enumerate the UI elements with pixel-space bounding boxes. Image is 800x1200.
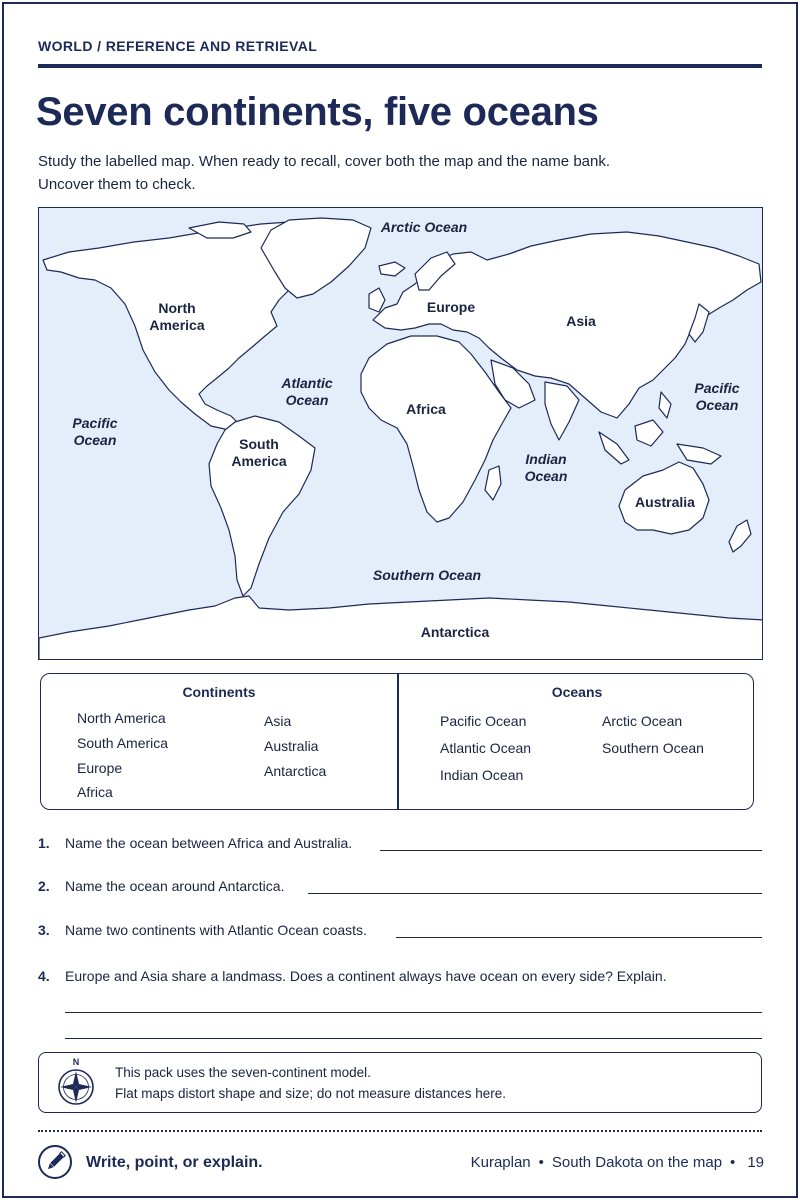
- page-title: Seven continents, five oceans: [36, 90, 599, 134]
- question-4: [38, 968, 667, 984]
- map-label-pacific-ocean-west: Pacific Ocean: [72, 415, 118, 448]
- sumatra-shape: [599, 432, 629, 464]
- answer-line-3[interactable]: [396, 937, 762, 938]
- map-label-africa: Africa: [406, 401, 446, 417]
- header-rule: [38, 64, 762, 68]
- answer-line-4b[interactable]: [65, 1038, 762, 1039]
- pencil-icon: [38, 1145, 72, 1179]
- map-label-north-america: North America: [149, 300, 205, 333]
- continents-heading: Continents: [182, 684, 256, 700]
- continent-item: Australia: [264, 738, 319, 754]
- question-text: Name the ocean around Antarctica.: [65, 878, 285, 894]
- footer-brand: Kuraplan: [470, 1154, 531, 1171]
- india-shape: [545, 382, 579, 440]
- iceland-shape: [379, 262, 405, 276]
- question-number: 2.: [38, 878, 50, 894]
- compass-icon: [53, 1055, 99, 1111]
- answer-line-1[interactable]: [380, 850, 762, 851]
- world-map-graphic: [39, 208, 763, 660]
- continent-item: South America: [77, 735, 169, 751]
- compass-north-letter: N: [72, 1057, 80, 1067]
- note-text: [115, 1062, 506, 1104]
- madagascar-shape: [485, 466, 501, 500]
- note-line-1: This pack uses the seven-continent model.: [115, 1065, 371, 1080]
- map-label-europe: Europe: [426, 299, 476, 315]
- footer-bullet: •: [730, 1154, 736, 1171]
- philippines-shape: [659, 392, 671, 418]
- continent-item: Asia: [264, 713, 292, 729]
- antarctica-shape: [39, 596, 763, 660]
- question-3: [38, 922, 367, 938]
- new-guinea-shape: [677, 444, 721, 464]
- question-text: Name the ocean between Africa and Australia.: [65, 835, 353, 851]
- question-number: 4.: [38, 968, 50, 984]
- note-box: [38, 1052, 762, 1113]
- answer-line-4a[interactable]: [65, 1012, 762, 1013]
- ocean-item: Atlantic Ocean: [440, 740, 532, 756]
- map-label-indian-ocean: Indian Ocean: [524, 451, 568, 484]
- intro-line-2: Uncover them to check.: [38, 176, 196, 193]
- name-bank: [40, 673, 754, 810]
- continent-item: North America: [77, 710, 166, 726]
- continent-item: Europe: [77, 760, 123, 776]
- continent-item: Africa: [77, 784, 113, 800]
- ocean-item: Indian Ocean: [440, 767, 524, 783]
- ocean-item: Pacific Ocean: [440, 713, 527, 729]
- map-label-arctic-ocean: Arctic Ocean: [380, 219, 468, 235]
- question-2: [38, 878, 284, 894]
- question-number: 1.: [38, 835, 50, 851]
- question-1: [38, 835, 352, 851]
- answer-line-2[interactable]: [308, 893, 762, 894]
- world-map: [38, 207, 763, 660]
- map-label-australia: Australia: [635, 494, 695, 510]
- map-label-pacific-ocean-east: Pacific Ocean: [694, 380, 740, 413]
- map-label-antarctica: Antarctica: [420, 624, 490, 640]
- ocean-item: Arctic Ocean: [602, 713, 683, 729]
- intro-text: [38, 150, 738, 196]
- ocean-item: Southern Ocean: [602, 740, 704, 756]
- map-label-southern-ocean: Southern Ocean: [372, 567, 482, 583]
- page-number: 19: [747, 1154, 764, 1171]
- new-zealand-shape: [729, 520, 751, 552]
- map-label-south-america: South America: [231, 436, 287, 469]
- footer-series: South Dakota on the map: [551, 1154, 723, 1171]
- map-label-atlantic-ocean: Atlantic Ocean: [281, 375, 333, 408]
- footer-info: [471, 1154, 764, 1171]
- question-number: 3.: [38, 922, 50, 938]
- footer-bullet: •: [538, 1154, 544, 1171]
- question-text: Europe and Asia share a landmass. Does a continent always have ocean on every side? Explain.: [65, 968, 667, 984]
- borneo-shape: [635, 420, 663, 446]
- continent-item: Antarctica: [264, 763, 327, 779]
- question-text: Name two continents with Atlantic Ocean coasts.: [65, 922, 367, 938]
- note-line-2: Flat maps distort shape and size; do not measure distances here.: [115, 1086, 506, 1101]
- intro-line-1: Study the labelled map. When ready to recall, cover both the map and the name bank.: [38, 153, 611, 170]
- footer-divider: [38, 1130, 762, 1132]
- map-label-asia: Asia: [566, 313, 596, 329]
- section-label: WORLD / REFERENCE AND RETRIEVAL: [38, 38, 318, 54]
- britain-shape: [369, 288, 385, 312]
- oceans-heading: Oceans: [551, 684, 603, 700]
- footer-prompt: Write, point, or explain.: [86, 1154, 263, 1171]
